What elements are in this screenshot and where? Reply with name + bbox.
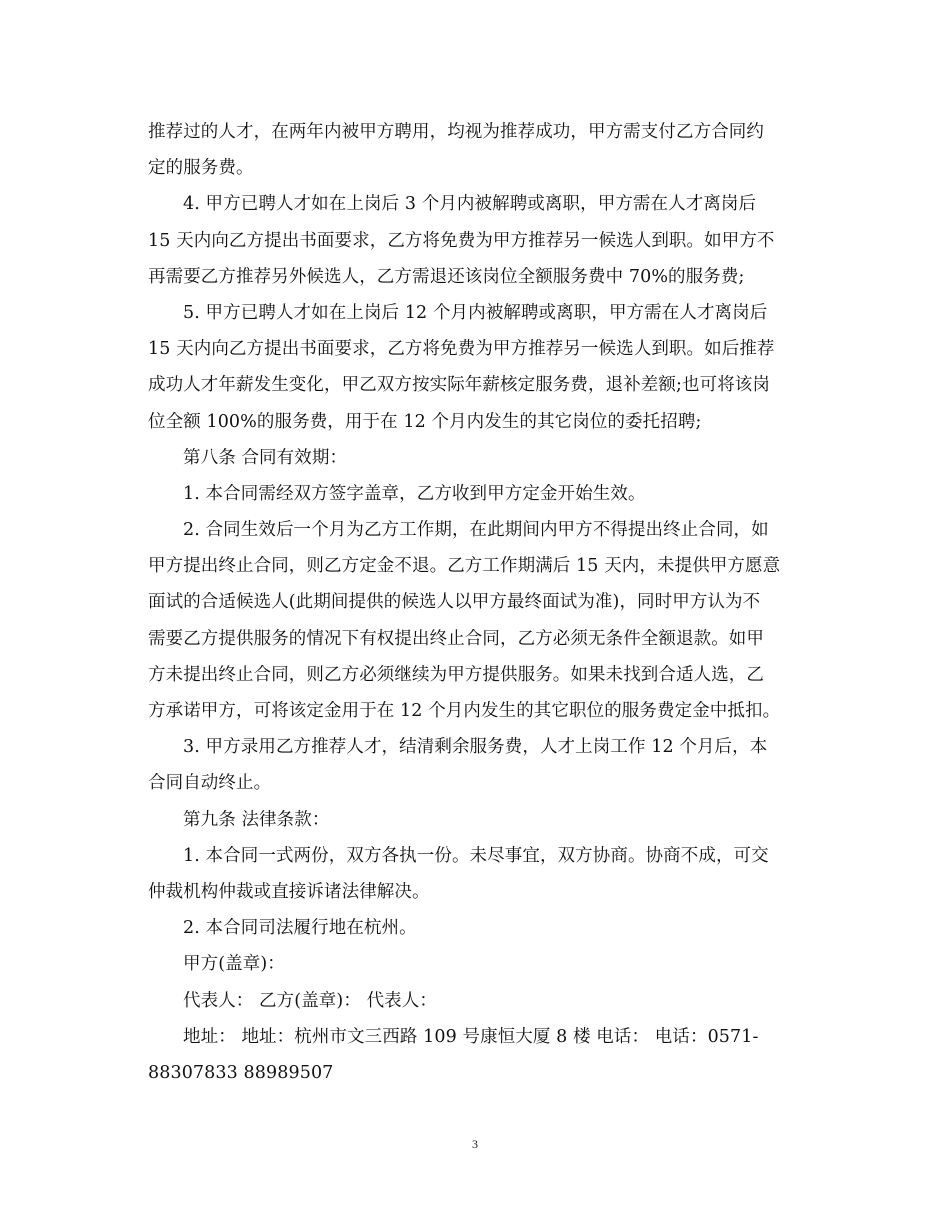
clause-line: 1. 本合同需经双方签字盖章，乙方收到甲方定金开始生效。 <box>183 483 646 504</box>
paragraph-line: 面试的合适候选人(此期间提供的候选人以甲方最终面试为准)，同时甲方认为不 <box>148 592 761 613</box>
paragraph-line: 再需要乙方推荐另外候选人，乙方需退还该岗位全额服务费中 70%的服务费; <box>148 266 745 287</box>
paragraph-line: 15 天内向乙方提出书面要求，乙方将免费为甲方推荐另一候选人到职。如后推荐 <box>148 339 775 360</box>
paragraph-line: 甲方提出终止合同，则乙方定金不退。乙方工作期满后 15 天内，未提供甲方愿意 <box>148 556 781 577</box>
phone-line: 88307833 88989507 <box>148 1062 334 1083</box>
paragraph-line: 方未提出终止合同，则乙方必须继续为甲方提供服务。如果未找到合适人选，乙 <box>148 664 764 685</box>
paragraph-line: 仲裁机构仲裁或直接诉诸法律解决。 <box>148 881 430 902</box>
paragraph-line: 合同自动终止。 <box>148 773 272 794</box>
paragraph-line: 需要乙方提供服务的情况下有权提出终止合同，乙方必须无条件全额退款。如甲 <box>148 628 764 649</box>
article-heading: 第九条 法律条款： <box>183 809 330 830</box>
clause-line: 3. 甲方录用乙方推荐人才，结清剩余服务费，人才上岗工作 12 个月后，本 <box>183 737 768 758</box>
clause-line: 1. 本合同一式两份，双方各执一份。未尽事宜，双方协商。协商不成，可交 <box>183 845 769 866</box>
document-body <box>148 114 808 1091</box>
clause-line: 4. 甲方已聘人才如在上岗后 3 个月内被解聘或离职，甲方需在人才离岗后 <box>183 194 757 215</box>
paragraph-line: 15 天内向乙方提出书面要求，乙方将免费为甲方推荐另一候选人到职。如甲方不 <box>148 230 775 251</box>
address-line: 地址： 地址：杭州市文三西路 109 号康恒大厦 8 楼 电话： 电话：0571- <box>183 1026 759 1047</box>
paragraph-line: 定的服务费。 <box>148 158 254 179</box>
paragraph-line: 方承诺甲方，可将该定金用于在 12 个月内发生的其它职位的服务费定金中抵扣。 <box>148 701 781 721</box>
paragraph-line: 成功人才年薪发生变化，甲乙双方按实际年薪核定服务费，退补差额;也可将该岗 <box>148 375 770 396</box>
page-number: 3 <box>472 1137 478 1151</box>
clause-line: 2. 合同生效后一个月为乙方工作期，在此期间内甲方不得提出终止合同，如 <box>183 520 769 541</box>
clause-line: 5. 甲方已聘人才如在上岗后 12 个月内被解聘或离职，甲方需在人才离岗后 <box>183 302 768 323</box>
signature-line: 代表人： 乙方(盖章)： 代表人： <box>183 990 437 1011</box>
article-heading: 第八条 合同有效期： <box>183 447 348 468</box>
signature-line: 甲方(盖章)： <box>183 954 285 975</box>
paragraph-line: 推荐过的人才，在两年内被甲方聘用，均视为推荐成功，甲方需支付乙方合同约 <box>148 122 764 142</box>
paragraph-line: 位全额 100%的服务费，用于在 12 个月内发生的其它岗位的委托招聘; <box>148 411 702 432</box>
clause-line: 2. 本合同司法履行地在杭州。 <box>183 918 417 939</box>
